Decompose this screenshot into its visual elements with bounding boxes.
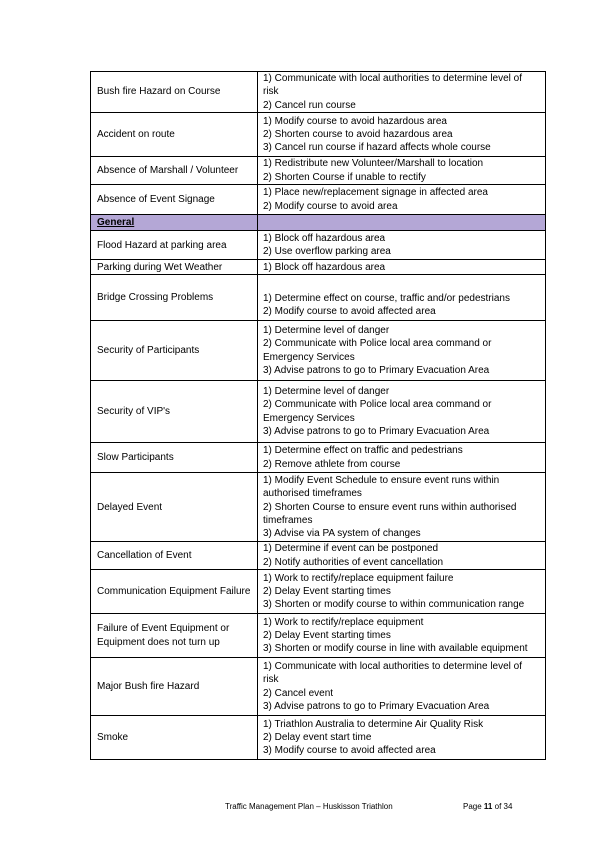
action-item: 2) Delay event start time [263,732,372,744]
table-row [91,473,546,542]
table-row [91,381,546,443]
action-item: 1) Determine level of danger [263,385,390,397]
actions-cell [258,658,546,716]
action-item: 2) Delay Event starting times [263,630,391,642]
action-item: 1) Determine level of danger [263,324,390,336]
table-row [91,658,546,716]
footer-current-page: 11 [483,802,493,811]
actions-cell [258,542,546,570]
action-item: 2) Modify course to avoid affected area [263,306,436,318]
footer-document-title: Traffic Management Plan – Huskisson Triathlon [225,802,393,811]
action-item: 3) Cancel run course if hazard affects whole course [263,142,491,154]
actions-cell [258,443,546,473]
action-item: 1) Modify Event Schedule to ensure event runs within authorised timeframes [263,474,500,500]
action-item: 1) Communicate with local authorities to determine level of risk [263,660,523,686]
actions-cell [258,381,546,443]
action-item: 1) Communicate with local authorities to determine level of risk [263,73,523,98]
action-item: 1) Triathlon Australia to determine Air Quality Risk [263,718,484,730]
action-item: 2) Use overflow parking area [263,246,391,258]
hazard-cell: Bridge Crossing Problems [91,275,258,321]
risk-table-body [91,72,546,760]
action-item: 1) Modify course to avoid hazardous area [263,115,447,127]
action-item: 1) Place new/replacement signage in affected area [263,187,488,199]
action-item: 2) Modify course to avoid area [263,200,398,212]
section-heading: General [97,217,135,229]
action-item: 1) Block off hazardous area [263,261,386,273]
hazard-cell: Accident on route [91,113,258,157]
action-item: 2) Remove athlete from course [263,458,401,470]
action-item: 1) Redistribute new Volunteer/Marshall to location [263,158,484,170]
actions-cell [258,716,546,760]
action-item: 3) Advise patrons to go to Primary Evacuation Area [263,426,490,438]
section-row [91,215,546,231]
footer-page-number [463,802,512,811]
table-row [91,157,546,185]
action-item: 3) Shorten or modify course in line with available equipment [263,643,528,655]
table-row [91,260,546,275]
actions-cell [258,473,546,542]
actions-cell [258,321,546,381]
hazard-cell: Failure of Event Equipment or Equipment does not turn up [91,614,258,658]
hazard-cell: Delayed Event [91,473,258,542]
action-item: 2) Shorten Course to ensure event runs within authorised timeframes [263,501,517,526]
section-empty-cell [258,215,546,231]
action-item: 3) Shorten or modify course to within communication range [263,599,525,611]
hazard-cell: Bush fire Hazard on Course [91,72,258,113]
action-item: 1) Determine if event can be postponed [263,543,439,555]
footer-of-label: of [494,802,502,811]
hazard-cell: Absence of Event Signage [91,185,258,215]
actions-cell [258,260,546,275]
actions-cell [258,72,546,113]
table-row [91,614,546,658]
action-item: 3) Advise patrons to go to Primary Evacuation Area [263,701,490,713]
action-item: 1) Work to rectify/replace equipment [263,616,424,628]
hazard-cell: Security of VIP's [91,381,258,443]
action-item: 2) Communicate with Police local area command or Emergency Services [263,399,492,424]
action-item: 2) Communicate with Police local area command or Emergency Services [263,338,492,363]
action-item: 3) Modify course to avoid affected area [263,745,436,757]
hazard-cell: Absence of Marshall / Volunteer [91,157,258,185]
table-row [91,542,546,570]
action-item: 1) Determine effect on course, traffic and/or pedestrians [263,292,510,304]
action-item: 2) Cancel run course [263,99,356,111]
table-row [91,275,546,321]
table-row [91,113,546,157]
risk-table [90,71,546,760]
action-item: 1) Block off hazardous area [263,232,386,244]
table-row [91,231,546,260]
action-item: 2) Notify authorities of event cancellation [263,556,444,568]
section-cell [91,215,258,231]
actions-cell [258,231,546,260]
action-item: 3) Advise via PA system of changes [263,528,421,540]
action-item: 1) Determine effect on traffic and pedestrians [263,445,463,457]
table-row [91,185,546,215]
hazard-cell: Slow Participants [91,443,258,473]
hazard-cell: Security of Participants [91,321,258,381]
actions-cell [258,185,546,215]
actions-cell [258,157,546,185]
table-row [91,716,546,760]
table-row [91,570,546,614]
action-item: 2) Shorten course to avoid hazardous area [263,129,453,141]
table-row [91,72,546,113]
hazard-cell: Smoke [91,716,258,760]
action-item: 2) Cancel event [263,687,334,699]
hazard-cell: Parking during Wet Weather [91,260,258,275]
action-item: 2) Delay Event starting times [263,586,391,598]
footer-total-pages: 34 [503,802,513,811]
action-item: 3) Advise patrons to go to Primary Evacuation Area [263,365,490,377]
table-row [91,443,546,473]
hazard-cell: Cancellation of Event [91,542,258,570]
actions-cell [258,570,546,614]
hazard-cell: Communication Equipment Failure [91,570,258,614]
actions-cell [258,113,546,157]
action-item: 1) Work to rectify/replace equipment failure [263,572,454,584]
hazard-cell: Flood Hazard at parking area [91,231,258,260]
actions-cell [258,275,546,321]
table-row [91,321,546,381]
hazard-cell: Major Bush fire Hazard [91,658,258,716]
action-item: 2) Shorten Course if unable to rectify [263,171,426,183]
footer-page-label: Page [463,802,482,811]
actions-cell [258,614,546,658]
